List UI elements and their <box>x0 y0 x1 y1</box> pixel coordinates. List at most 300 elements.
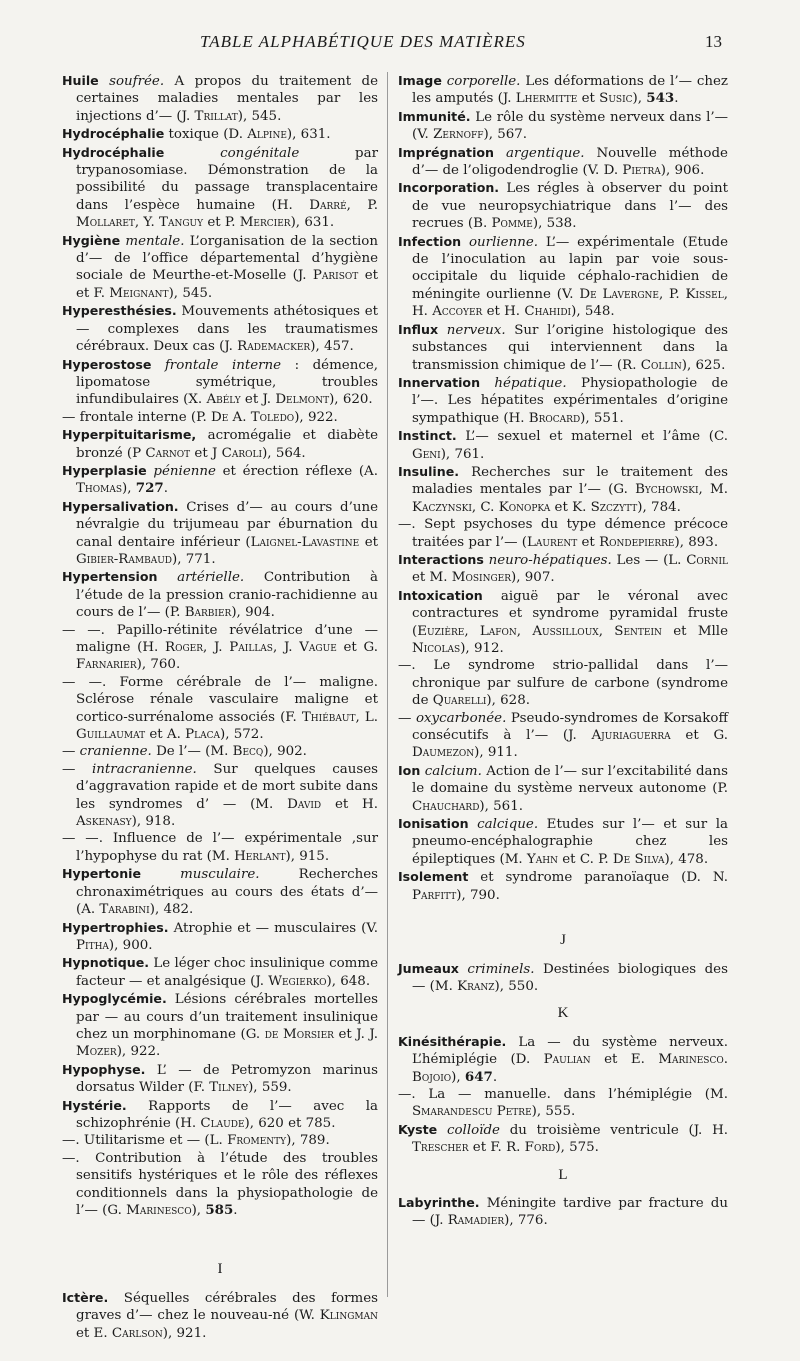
entry-text: L’— expérimentale (Etude de l’inoculation au lapin par voie sous-occipitale du liquide céphalo-rachidien de méningite ourlienne (V. <box>412 234 728 302</box>
author-name: Paillas <box>229 640 273 655</box>
author-name: Geni <box>412 446 441 462</box>
author-name: Caroli <box>221 445 263 461</box>
entry-text: L’organisation de la section d’— de l’office départemental d’hygiène sociale de Meurthe-et-Moselle (J. <box>76 233 378 284</box>
entry-text: ), <box>460 641 474 656</box>
entry-text: . <box>594 1140 599 1156</box>
entry-text: Les déformations de l’— chez les amputés (J. <box>412 74 728 107</box>
entry-text: , Y. <box>134 215 160 231</box>
page-reference: 538 <box>546 216 573 232</box>
author-name: de Morsier <box>264 1026 334 1042</box>
index-entry <box>62 865 378 918</box>
author-name: Kissel <box>685 286 724 302</box>
author-name: Ramadier <box>447 1213 505 1229</box>
entry-text: et <box>359 534 379 550</box>
section-letter: J <box>560 932 566 949</box>
index-entry <box>62 990 378 1061</box>
author-name: Meignant <box>109 285 169 301</box>
author-name: Pomme <box>491 216 533 232</box>
entry-text: ), <box>580 410 594 426</box>
entry-headword: Incorporation. <box>398 180 500 196</box>
entry-text: . <box>175 657 181 673</box>
entry-text: ), <box>262 445 276 461</box>
entry-text: ), <box>571 304 585 320</box>
entry-text: . <box>610 304 615 320</box>
page-reference: 771 <box>185 551 212 567</box>
page-reference: 551 <box>593 410 620 426</box>
entry-headword: Innervation <box>398 374 481 390</box>
author-name: Laurent <box>527 534 578 550</box>
entry-text: ), <box>504 1213 518 1229</box>
author-name: Thiébaut <box>301 709 356 725</box>
author-name: Kaczynski <box>412 499 472 515</box>
entry-text: et C. P. <box>558 851 613 867</box>
entry-text: ), <box>531 1104 546 1120</box>
entry-text: Pseudo-syndromes de Korsakoff consécutifs à l’— (J. <box>412 710 728 744</box>
section-gap <box>398 1023 728 1033</box>
entry-text: . <box>572 216 577 232</box>
index-entry <box>398 516 728 551</box>
author-name: Konopka <box>498 499 551 515</box>
entry-text: . <box>713 534 719 550</box>
entry-text: . <box>326 127 331 143</box>
page-reference: 457 <box>323 339 350 355</box>
entry-text: . <box>550 570 555 586</box>
index-entry <box>62 761 378 831</box>
entry-text: , C. <box>471 499 499 515</box>
entry-text: et G. <box>336 640 379 655</box>
page-reference: 564 <box>275 445 302 461</box>
index-entry <box>398 72 728 108</box>
entry-headword: Jumeaux <box>398 960 459 976</box>
entry-text: , H. <box>412 286 728 320</box>
author-name: Becq <box>232 744 264 760</box>
entry-subheading: calcium. <box>420 763 482 779</box>
page-reference: 575 <box>569 1140 595 1156</box>
author-name: Lhermitte <box>515 91 578 107</box>
page-reference: 911 <box>487 745 514 761</box>
page-reference: 625 <box>695 357 722 373</box>
index-entry <box>398 1121 728 1157</box>
index-entry <box>398 815 728 868</box>
index-entry <box>398 960 728 996</box>
entry-headword: Hyperplasie <box>62 462 147 478</box>
index-entry <box>62 462 378 498</box>
author-name: Tarabini <box>99 902 150 918</box>
entry-subheading: colloïde <box>437 1122 500 1138</box>
left-column <box>62 72 378 1342</box>
author-name: Aussilloux <box>532 623 599 639</box>
entry-text: par trypanosomiase. Démonstration de la possibilité du passage transplacentaire dans l’espèce humaine (H. <box>76 145 378 213</box>
entry-headword: Hypersalivation. <box>62 498 179 514</box>
entry-text: . <box>270 605 275 621</box>
entry-text: ), <box>286 1133 300 1149</box>
page-reference: 620 et 785 <box>258 1115 332 1131</box>
entry-text: Sur l’origine histologique des substances qui interviennent dans la transmission chimique de l’— (R. <box>412 322 728 373</box>
page-reference: 561 <box>493 798 519 814</box>
author-name: Carnot <box>145 445 191 461</box>
entry-text: et H. <box>321 796 378 812</box>
page-reference: 760 <box>150 657 176 673</box>
section-letter: K <box>557 1005 569 1022</box>
index-entry <box>398 1033 728 1086</box>
entry-text: Nouvelle méthode d’— de l’oligodendroglie (V. D. <box>412 145 728 179</box>
author-name: Askenasy <box>76 814 132 830</box>
entry-text: , J. <box>202 640 230 655</box>
page-reference: 648 <box>340 973 366 989</box>
entry-text: . <box>302 744 307 760</box>
index-entry <box>62 1132 378 1149</box>
author-name: Mozer <box>76 1044 117 1060</box>
entry-text: . <box>518 798 523 814</box>
page-reference: 585 <box>205 1202 234 1218</box>
entry-headword: Kyste <box>398 1121 438 1137</box>
author-name: Parisot <box>312 268 359 284</box>
entry-text: ), <box>244 1115 259 1131</box>
entry-text: ), <box>162 1325 177 1341</box>
entry-text: ), <box>632 91 647 107</box>
author-name: Claude <box>200 1115 245 1131</box>
section-gap <box>398 950 728 960</box>
author-name: Abély <box>206 392 241 408</box>
entry-text: . <box>525 693 530 709</box>
page-reference: 904 <box>245 605 271 621</box>
entry-text: . <box>202 1325 207 1341</box>
entry-subheading: intracranienne. <box>92 761 197 777</box>
entry-headword: Labyrinthe. <box>398 1194 480 1210</box>
entry-text: A propos du traitement de certaines maladies mentales par les injections d’— ( <box>76 74 378 124</box>
entry-headword: Insuline. <box>398 463 460 479</box>
entry-headword: Kinésithérapie. <box>398 1033 507 1049</box>
page-reference: 478 <box>678 851 704 867</box>
entry-text: Méningite tardive par fracture du — (J. <box>412 1195 728 1229</box>
author-name: David <box>287 796 322 812</box>
author-name: Trescher <box>412 1140 469 1156</box>
entry-headword: Interactions <box>398 551 484 567</box>
page-reference: 631 <box>304 215 330 231</box>
entry-text: ), <box>479 798 494 814</box>
index-entry <box>398 463 728 516</box>
page-reference: 567 <box>497 127 523 143</box>
author-name: Fromenty <box>227 1133 287 1149</box>
entry-headword: Intoxication <box>398 587 483 603</box>
entry-subheading: pénienne <box>146 463 216 479</box>
entry-text: , P. <box>658 286 686 302</box>
author-name: Susic <box>599 91 633 107</box>
author-name: Quarelli <box>432 693 487 709</box>
entry-headword: Influx <box>398 321 439 337</box>
index-entry <box>62 1061 378 1097</box>
entry-headword: Hydrocéphalie <box>62 144 165 160</box>
entry-text: ), <box>660 163 675 179</box>
entry-text: Recherches chronaximétriques au cours des états d’— (A. <box>76 867 378 918</box>
index-entry <box>398 321 728 374</box>
index-entry <box>62 743 378 760</box>
entry-text: . <box>543 1213 548 1229</box>
entry-text: . <box>723 1052 728 1068</box>
entry-text: —. La — manuelle. dans l’hémiplégie (M. <box>398 1086 728 1102</box>
entry-text: — —. Forme cérébrale de l’— maligne. Sclérose rénale vasculaire maligne et cortico-surrénalome associés (F. <box>62 674 378 725</box>
entry-text: et et F. <box>76 268 379 301</box>
entry-text: ), <box>555 1140 570 1156</box>
page-reference: 548 <box>584 304 611 320</box>
index-entry <box>62 830 378 865</box>
author-name: Gibier-Rambaud <box>76 551 173 567</box>
entry-text: Le léger choc insulinique comme facteur — et analgésique (J. <box>76 956 378 989</box>
entry-text: — —. Papillo-rétinite révélatrice d’une — maligne (H. <box>62 622 378 655</box>
entry-headword: Instinct. <box>398 428 457 444</box>
entry-text: aiguë par le véronal avec contractures et syndrome pyramidal fruste ( <box>412 588 728 639</box>
entry-headword: Ionisation <box>398 816 469 832</box>
entry-text: et M. <box>412 570 452 586</box>
author-name: Mollaret <box>76 215 135 231</box>
entry-text: Séquelles cérébrales des formes graves d’— chez le nouveau-né (W. <box>76 1290 378 1324</box>
entry-text: Crises d’— au cours d’une névralgie du trijumeau par éburnation du canal dentaire inférieur ( <box>76 499 378 550</box>
entry-text: . <box>700 163 705 179</box>
page-reference: 543 <box>646 90 675 107</box>
entry-text: toxique (D. <box>164 127 248 143</box>
index-entry <box>398 144 728 180</box>
index-entry <box>398 551 728 587</box>
entry-text: Les — (L. <box>611 552 687 568</box>
author-name: Cornil <box>686 552 728 568</box>
entry-text: ), <box>637 499 652 515</box>
entry-text: . <box>277 108 282 124</box>
author-name: Marinesco <box>126 1203 192 1218</box>
entry-text: L’ — de Petromyzon marinus dorsatus Wilder (F. <box>76 1062 378 1096</box>
page-reference: 921 <box>176 1325 203 1341</box>
entry-text: — <box>62 744 80 760</box>
author-name: Ford <box>524 1140 556 1156</box>
entry-subheading: oxycarbonée. <box>415 710 507 726</box>
section-gap <box>62 1219 378 1261</box>
author-name: De A. Toledo <box>210 409 295 425</box>
author-name: Herlant <box>234 848 286 864</box>
entry-text: . <box>349 339 354 355</box>
index-entry <box>62 1097 378 1133</box>
entry-text: ), <box>310 339 324 355</box>
author-name: Euzière <box>417 623 465 639</box>
entry-text: , <box>598 623 615 639</box>
entry-text: ), <box>122 481 136 497</box>
page-reference: 620 <box>342 392 369 408</box>
section-gap <box>62 1279 378 1289</box>
page-number: 13 <box>705 32 722 51</box>
page-reference: 647 <box>464 1068 493 1085</box>
page-reference: 545 <box>251 108 278 124</box>
author-name: Tilney <box>209 1080 249 1096</box>
column-divider <box>387 72 388 1297</box>
entry-subheading: argentique. <box>494 145 585 161</box>
author-name: Placa <box>185 727 220 743</box>
entry-text: et J <box>190 445 222 461</box>
section-gap <box>398 1184 728 1194</box>
author-name: Klingman <box>319 1308 378 1324</box>
entry-text: . <box>480 446 485 462</box>
entry-text: ), <box>191 1203 206 1218</box>
entry-headword: Hyperpituitarisme, <box>62 427 197 443</box>
entry-text: ), <box>532 216 547 232</box>
author-name: Ajuriaguerra <box>591 728 671 744</box>
page-reference: 559 <box>261 1080 288 1096</box>
index-entry <box>62 568 378 621</box>
entry-text: ), <box>294 409 308 425</box>
page-reference: 572 <box>233 727 260 743</box>
entry-text: Etudes sur l’— et sur la pneumo-encéphalographie chez les épileptiques (M. <box>412 817 729 867</box>
entry-headword: Isolement <box>398 869 469 885</box>
page-reference: 907 <box>524 570 551 586</box>
entry-headword: Hystérie. <box>62 1097 127 1113</box>
entry-text: et E. <box>76 1325 112 1341</box>
author-name: Chahidi <box>524 304 572 320</box>
page-reference: 784 <box>651 499 677 515</box>
entry-text: ), <box>681 357 696 373</box>
entry-text: . <box>721 357 726 373</box>
entry-text: —. Sept psychoses du type démence précoce traitées par l’— ( <box>398 517 728 550</box>
entry-text: et K. <box>550 499 591 515</box>
author-name: Lafon <box>479 623 517 639</box>
page-reference: 555 <box>545 1104 571 1120</box>
index-entry <box>62 954 378 990</box>
entry-text: et <box>577 91 600 107</box>
entry-headword: Infection <box>398 233 462 249</box>
entry-text: ), <box>116 1044 131 1060</box>
entry-text: ), <box>263 744 278 760</box>
entry-text: . <box>492 1069 498 1085</box>
section-letter: I <box>217 1261 223 1278</box>
page-reference: 922 <box>307 409 334 425</box>
entry-headword: Ion <box>398 762 421 778</box>
entry-text: ), <box>168 285 183 301</box>
entry-text: . <box>703 851 709 867</box>
index-entry <box>62 125 378 143</box>
entry-text: — <box>398 710 416 726</box>
entry-text: — —. Influence de l’— expérimentale ,sur l’hypophyse du rat (M. <box>62 831 378 864</box>
entry-text: Atrophie et — musculaires (V. <box>168 920 378 936</box>
page-reference: 727 <box>135 480 164 497</box>
entry-text: . <box>522 127 528 143</box>
index-entry <box>62 356 378 409</box>
author-name: Delmont <box>275 392 330 408</box>
entry-subheading: neuro-hépatiques. <box>483 552 612 568</box>
entry-subheading: hépatique. <box>480 375 567 391</box>
entry-text: acromégalie et diabète bronzé (P <box>76 428 378 461</box>
author-name: Guillaumat <box>76 727 146 743</box>
entry-text: ), <box>220 727 234 743</box>
entry-text: —. Le syndrome strio-pallidal dans l’— chronique par sulfure de carbone (syndrome de <box>398 658 728 709</box>
author-name: Bychowski <box>635 482 699 498</box>
index-entry <box>62 72 378 125</box>
entry-text: Sur quelques causes d’aggravation rapide et de mort subite dans les syndromes d’ — (M. <box>76 761 378 812</box>
page-reference: 631 <box>300 127 327 143</box>
index-entry <box>398 657 728 709</box>
entry-text: L’— sexuel et maternel et l’âme (C. <box>456 429 728 445</box>
entry-text: . <box>674 91 679 107</box>
author-name: Smarandescu Petre <box>412 1104 532 1120</box>
entry-text: . <box>148 937 153 953</box>
entry-headword: Hypnotique. <box>62 955 150 971</box>
index-entry <box>62 622 378 674</box>
section-gap <box>398 995 728 1005</box>
entry-text: . <box>499 641 504 656</box>
author-name: Wegierko <box>268 973 327 989</box>
index-entry <box>62 919 378 955</box>
entry-text: ), <box>290 215 305 231</box>
page-reference: 893 <box>688 534 714 550</box>
index-entry <box>398 108 728 144</box>
author-name: Farnarier <box>76 657 137 673</box>
entry-text: et A. <box>145 727 186 743</box>
entry-text: . <box>301 445 306 461</box>
index-entry <box>398 762 728 815</box>
entry-text: et Mlle <box>661 623 729 639</box>
entry-subheading: congénitale <box>164 145 300 161</box>
author-name: Szczytt <box>590 499 638 515</box>
index-entry <box>398 710 728 762</box>
author-name: De Silva <box>612 851 665 867</box>
entry-text: . <box>331 1115 336 1131</box>
entry-text: . <box>513 745 518 761</box>
entry-subheading: frontale interne <box>151 357 282 373</box>
entry-text: ), <box>511 570 525 586</box>
author-name: Mercier <box>239 215 291 231</box>
entry-text: ), <box>451 1069 465 1085</box>
author-name: Daumezon <box>412 745 475 761</box>
entry-text: . <box>211 551 216 567</box>
right-column <box>398 72 728 1230</box>
index-entry <box>398 427 728 463</box>
entry-text: et syndrome paranoïaque (D. N. <box>468 870 728 886</box>
entry-text: ), <box>131 814 146 830</box>
entry-text: Mouvements athétosiques et — complexes dans les traumatismes cérébraux. Deux cas (J. <box>76 304 378 355</box>
entry-text: — <box>62 761 92 777</box>
entry-text: ), <box>494 978 509 994</box>
entry-text: et G. <box>670 728 728 744</box>
author-name: Kranz <box>457 978 495 994</box>
author-name: Carlson <box>111 1325 163 1341</box>
entry-text: — frontale interne (P. <box>62 409 211 425</box>
entry-headword: Imprégnation <box>398 144 495 160</box>
index-entry <box>62 144 378 232</box>
entry-text: ), <box>149 902 164 918</box>
entry-text: ), <box>286 127 301 143</box>
entry-text: et E. <box>590 1052 659 1068</box>
entry-text: ), <box>474 745 488 761</box>
author-name: Mosinger <box>451 570 512 586</box>
index-entry <box>398 374 728 427</box>
entry-subheading: criminels. <box>458 961 535 977</box>
page-reference: 776 <box>517 1213 544 1229</box>
index-entry <box>62 1150 378 1220</box>
entry-headword: Hypertrophies. <box>62 919 169 935</box>
author-name: Vague <box>299 640 337 655</box>
author-name: Alpine <box>247 127 287 143</box>
entry-text: ), <box>456 887 471 903</box>
section-gap <box>398 904 728 932</box>
entry-text: . <box>619 410 624 426</box>
page-reference: 545 <box>182 285 208 301</box>
entry-text: , P. <box>346 197 378 213</box>
entry-headword: Ictère. <box>62 1289 109 1305</box>
author-name: Nicolas <box>412 641 461 656</box>
entry-subheading: artérielle. <box>157 570 245 586</box>
index-entry <box>62 302 378 355</box>
author-name: Tanguy <box>159 215 204 231</box>
entry-text: , M. <box>698 482 728 498</box>
index-entry <box>398 179 728 232</box>
entry-text: ), <box>248 1080 262 1096</box>
index-entry <box>398 1086 728 1121</box>
entry-text: Action de l’— sur l’excitabilité dans le domaine du système nerveux autonome (P. <box>412 763 728 797</box>
